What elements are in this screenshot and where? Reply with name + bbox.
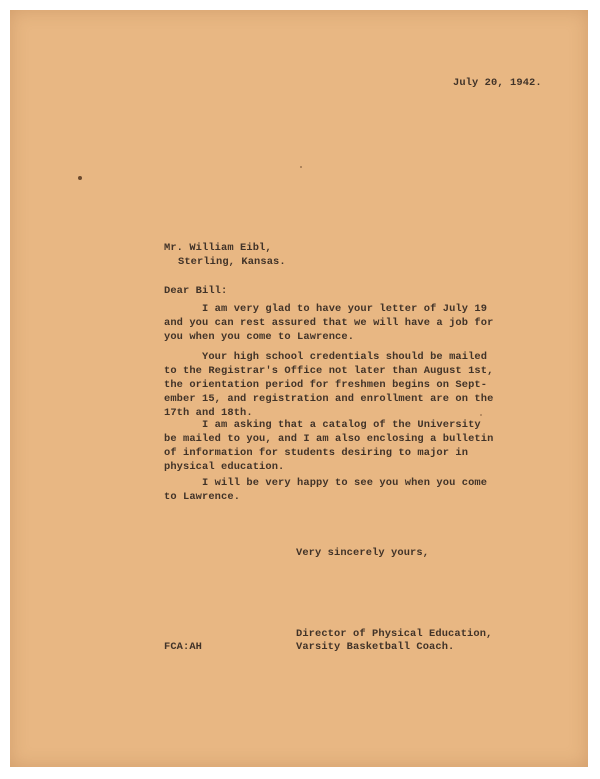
addressee-place: Sterling, Kansas. [178,256,286,268]
signature-title-2: Varsity Basketball Coach. [296,641,455,653]
reference-initials: FCA:AH [164,641,203,653]
letter-date: July 20, 1942. [453,77,542,89]
complimentary-closing: Very sincerely yours, [296,547,430,559]
body-paragraph: I am very glad to have your letter of July 19 and you can rest assured that we will have a job for you when you come to Lawrence. [164,303,494,343]
body-paragraph: I will be very happy to see you when you come to Lawrence. [164,477,488,503]
body-paragraph: I am asking that a catalog of the University be mailed to you, and I am also enclosing a bulletin of information for students desiring to major in physical education. [164,419,494,473]
paper-speck [480,414,482,416]
paper-speck [300,166,302,168]
body-paragraph: Your high school credentials should be mailed to the Registrar's Office not later than August 1st, the orientation period for freshmen begins on Sept- ember 15, and registration and enrollment are on the 17th and 18th. [164,351,494,419]
letter-page [10,10,588,767]
addressee-name: Mr. William Eibl, [164,242,272,254]
signature-title-1: Director of Physical Education, [296,628,493,640]
salutation: Dear Bill: [164,285,228,297]
paper-speck [78,176,82,180]
